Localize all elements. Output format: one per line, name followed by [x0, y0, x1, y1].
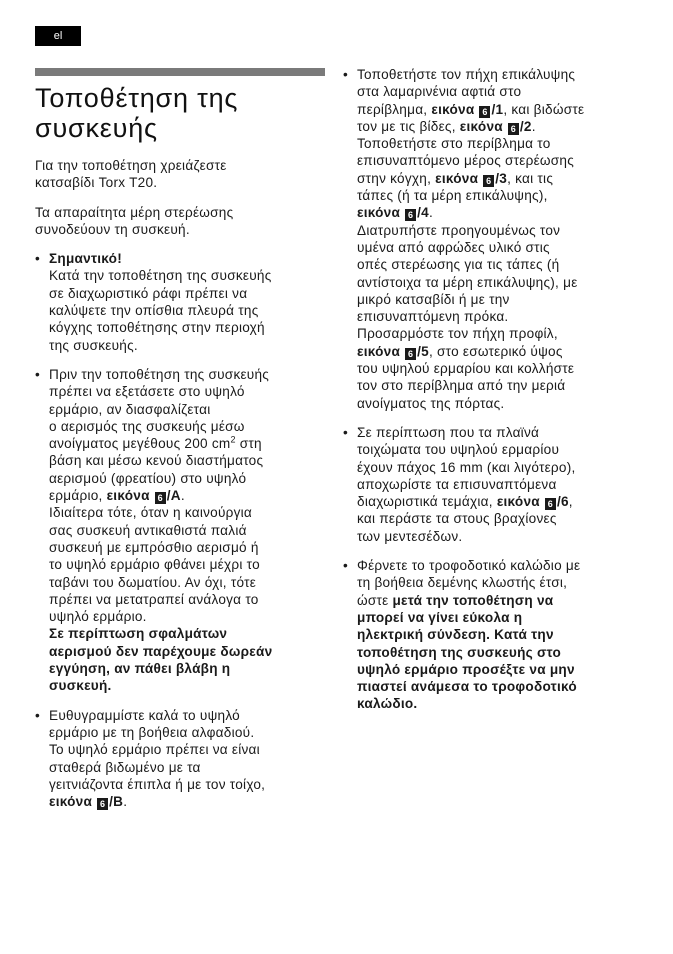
- text-line: [357, 187, 638, 204]
- bold-text: εικόνα: [357, 205, 401, 221]
- text-line: [49, 267, 325, 284]
- bullet-marker: •: [343, 424, 348, 440]
- intro-line: Τα απαραίτητα μέρη στερέωσης: [35, 204, 234, 220]
- figure-number-icon: 6: [405, 209, 416, 221]
- bold-text: /2: [519, 118, 532, 134]
- text-segment: τάπες (ή τα μέρη επικάλυψης),: [357, 188, 548, 204]
- figure-number-icon: 6: [545, 498, 556, 510]
- text-segment: τοιχώματα του υψηλού ερμαρίου: [357, 442, 560, 458]
- bullet-marker: •: [35, 707, 40, 723]
- bold-text: εικόνα: [357, 343, 401, 359]
- text-segment: υψηλό ερμάριο.: [49, 609, 147, 625]
- text-segment: Διατρυπήστε προηγουμένως τον: [357, 222, 561, 238]
- bold-text: μπορεί να γίνει εύκολα η: [357, 609, 523, 625]
- bold-text: Σημαντικό!: [49, 251, 122, 267]
- text-line: [49, 366, 325, 383]
- bold-text: /B: [109, 794, 124, 810]
- text-segment: ερμάριο, αν διασφαλίζεται: [49, 401, 211, 417]
- text-line: [49, 539, 325, 556]
- text-line: [357, 678, 638, 695]
- text-line: [49, 707, 325, 724]
- bold-text: /A: [166, 488, 181, 504]
- text-segment: [503, 119, 507, 134]
- bold-text: καλώδιο.: [357, 696, 418, 712]
- intro-line: Για την τοποθέτηση χρειάζεστε: [35, 158, 227, 173]
- text-segment: σταθερά βιδωμένο με τα: [49, 759, 201, 775]
- text-line: [357, 557, 638, 574]
- text-segment: του υψηλού ερμαρίου και κολλήστε: [357, 361, 575, 377]
- text-segment: Ιδιαίτερα τότε, όταν η καινούργια: [49, 505, 253, 521]
- bullet-marker: •: [35, 251, 40, 267]
- text-segment: [540, 494, 544, 509]
- bold-text: εικόνα: [106, 488, 150, 504]
- text-segment: ερμάριο,: [49, 488, 107, 504]
- text-line: [49, 677, 325, 694]
- text-line: [357, 274, 638, 291]
- text-line: [49, 250, 325, 267]
- text-segment: στη: [235, 436, 262, 452]
- text-line: [357, 626, 638, 643]
- text-segment: ,: [568, 494, 573, 510]
- text-line: [49, 452, 325, 469]
- text-segment: [92, 794, 96, 809]
- text-segment: αερισμού (φρεατίου) στο υψηλό: [49, 470, 247, 486]
- intro-line: συνοδεύουν τη συσκευή.: [35, 221, 190, 237]
- text-line: [49, 401, 325, 418]
- text-line: [49, 660, 325, 677]
- text-line: [357, 424, 638, 441]
- text-segment: .: [123, 794, 128, 810]
- figure-number-icon: 6: [508, 123, 519, 135]
- text-line: [49, 337, 325, 354]
- text-segment: , και βιδώστε: [503, 101, 585, 117]
- text-segment: .: [180, 488, 185, 504]
- text-segment: συσκευή με εμπρόσθιο αερισμό ή: [49, 539, 259, 555]
- text-segment: στα λαμαρινένια αφτιά στο: [357, 84, 522, 100]
- text-line: [357, 528, 638, 545]
- text-segment: [400, 205, 404, 220]
- figure-number-icon: 6: [97, 798, 108, 810]
- text-line: [49, 435, 325, 452]
- left-bullet-list: [35, 250, 325, 810]
- left-column: [35, 68, 325, 822]
- text-line: [49, 522, 325, 539]
- text-line: [49, 591, 325, 608]
- text-line: [357, 574, 638, 591]
- text-segment: Σε περίπτωση που τα πλαϊνά: [357, 424, 540, 440]
- text-segment: οπές στερέωσης για τις τάπες (ή: [357, 257, 560, 273]
- bold-text: εικόνα: [431, 101, 475, 117]
- text-line: [357, 609, 638, 626]
- page-title-line-2: συσκευής: [35, 113, 158, 143]
- bold-text: /6: [556, 494, 569, 510]
- text-segment: ώστε: [357, 592, 393, 608]
- text-line: [357, 395, 638, 412]
- text-segment: ερμάριο με τη βοήθεια αλφαδιού.: [49, 724, 255, 740]
- language-tab: el: [35, 26, 81, 46]
- text-line: [49, 487, 325, 504]
- text-line: [357, 256, 638, 273]
- bold-text: εγγύηση, αν πάθει βλάβη η: [49, 661, 231, 677]
- text-line: [49, 776, 325, 793]
- text-segment: επισυναπτόμενη πρόκα.: [357, 309, 509, 325]
- text-line: [357, 66, 638, 83]
- text-segment: υμένα από αφρώδες υλικό στις: [357, 239, 550, 255]
- text-segment: Το υψηλό ερμάριο πρέπει να είναι: [49, 742, 260, 758]
- text-line: [357, 83, 638, 100]
- text-line: [49, 418, 325, 435]
- page-title-line-1: Τοποθέτηση της: [35, 83, 239, 113]
- bullet-marker: •: [35, 366, 40, 382]
- text-segment: πρέπει να εξετάσετε στο υψηλό: [49, 384, 245, 400]
- bold-text: εικόνα: [459, 118, 503, 134]
- text-segment: της συσκευής.: [49, 337, 138, 353]
- section-title-bar: [35, 68, 325, 76]
- text-line: [357, 325, 638, 342]
- bullet-item: [343, 557, 638, 713]
- superscript: 2: [230, 434, 236, 445]
- text-line: [357, 343, 638, 360]
- text-line: [357, 661, 638, 678]
- bold-text: μετά την τοποθέτηση να: [392, 592, 554, 608]
- text-line: [49, 383, 325, 400]
- text-segment: έχουν πάχος 16 mm (και λιγότερο),: [357, 459, 576, 475]
- text-segment: ταβάνι του δωματίου. Αν όχι, τότε: [49, 574, 257, 590]
- text-line: [357, 644, 638, 661]
- bullet-marker: •: [343, 67, 348, 82]
- text-segment: τη βοήθεια δεμένης κλωστής έτσι,: [357, 575, 568, 591]
- text-segment: τον στο περίβλημα από την μεριά: [357, 378, 566, 394]
- text-line: [357, 152, 638, 169]
- text-segment: μικρό κατσαβίδι ή με την: [357, 291, 510, 307]
- text-segment: Προσαρμόστε τον πήχη προφίλ,: [357, 326, 558, 342]
- bold-text: Σε περίπτωση σφαλμάτων: [49, 626, 228, 642]
- text-line: [357, 493, 638, 510]
- intro-line: κατσαβίδι Torx T20.: [35, 175, 158, 191]
- bullet-item: [35, 707, 325, 811]
- bold-text: αερισμού δεν παρέχουμε δωρεάν: [49, 643, 273, 659]
- text-segment: Ευθυγραμμίστε καλά το υψηλό: [49, 707, 240, 723]
- bold-text: /5: [417, 343, 429, 359]
- bullet-item: [343, 424, 638, 545]
- text-line: [49, 759, 325, 776]
- text-line: [49, 625, 325, 642]
- right-bullet-list: [343, 66, 638, 713]
- text-segment: καλύψετε την οπίσθια πλευρά της: [49, 303, 259, 319]
- text-segment: Τοποθετήστε τον πήχη επικάλυψης: [357, 67, 576, 82]
- text-line: [49, 302, 325, 319]
- bullet-item: [343, 66, 638, 412]
- text-segment: .: [531, 118, 536, 134]
- text-segment: επισυναπτόμενο μέρος στερέωσης: [357, 153, 575, 169]
- text-line: [357, 377, 638, 394]
- bold-text: υψηλό ερμάριο προσέξτε να μην: [357, 661, 575, 677]
- text-segment: Φέρνετε το τροφοδοτικό καλώδιο με: [357, 558, 581, 574]
- text-line: [357, 695, 638, 712]
- bold-text: εικόνα: [49, 794, 93, 810]
- text-line: [357, 135, 638, 152]
- text-segment: σας συσκευή αντικαθιστά παλιά: [49, 522, 247, 538]
- bullet-marker: •: [343, 558, 348, 574]
- bold-text: εικόνα: [435, 170, 479, 186]
- bold-text: πιαστεί ανάμεσα το τροφοδοτικό: [357, 679, 577, 695]
- text-segment: [400, 344, 404, 359]
- text-segment: ανοίγματος της πόρτας.: [357, 395, 505, 411]
- right-column: [343, 66, 638, 725]
- intro-paragraph-parts: [35, 204, 325, 239]
- text-line: [357, 476, 638, 493]
- text-segment: πρέπει να μετατραπεί ανάλογα το: [49, 591, 259, 607]
- page-title: [35, 83, 325, 143]
- text-segment: , και τις: [507, 170, 554, 186]
- text-line: [49, 285, 325, 302]
- text-line: [357, 239, 638, 256]
- bold-text: /4: [417, 205, 429, 221]
- text-line: [357, 204, 638, 221]
- text-segment: στην κόγχη,: [357, 170, 436, 186]
- text-line: [49, 741, 325, 758]
- text-line: [357, 592, 638, 609]
- text-segment: αντίστοιχα τα μέρη επικάλυψης), με: [357, 274, 578, 290]
- text-line: [49, 556, 325, 573]
- text-line: [49, 504, 325, 521]
- text-segment: των μεντεσέδων.: [357, 528, 463, 544]
- bold-text: /1: [491, 101, 504, 117]
- text-line: [357, 118, 638, 135]
- bold-text: συσκευή.: [49, 678, 112, 694]
- text-segment: σε διαχωριστικό ράφι πρέπει να: [49, 285, 248, 301]
- text-line: [49, 724, 325, 741]
- text-line: [49, 793, 325, 810]
- text-segment: και περάστε τα στους βραχίονες: [357, 511, 557, 527]
- text-segment: [478, 171, 482, 186]
- text-segment: Κατά την τοποθέτηση της συσκευής: [49, 268, 272, 284]
- text-segment: Πριν την τοποθέτηση της συσκευής: [49, 366, 270, 382]
- text-segment: [150, 488, 154, 503]
- text-line: [357, 510, 638, 527]
- text-line: [49, 574, 325, 591]
- text-segment: διαχωριστικά τεμάχια,: [357, 494, 497, 510]
- bold-text: /3: [495, 170, 508, 186]
- figure-number-icon: 6: [483, 175, 494, 187]
- bold-text: τοποθέτηση της συσκευής στο: [357, 644, 562, 660]
- text-line: [357, 308, 638, 325]
- text-segment: , στο εσωτερικό ύψος: [428, 343, 563, 359]
- figure-number-icon: 6: [405, 348, 416, 360]
- text-line: [357, 459, 638, 476]
- figure-number-icon: 6: [155, 492, 166, 504]
- text-segment: κόγχης τοποθέτησης στην περιοχή: [49, 320, 265, 336]
- bullet-item: [35, 250, 325, 354]
- text-line: [357, 291, 638, 308]
- text-line: [357, 441, 638, 458]
- text-segment: τον με τις βίδες,: [357, 118, 460, 134]
- text-line: [357, 360, 638, 377]
- bold-text: ηλεκτρική σύνδεση. Κατά την: [357, 627, 554, 643]
- text-line: [357, 170, 638, 187]
- text-segment: αποχωρίστε τα επισυναπτόμενα: [357, 476, 557, 492]
- text-line: [357, 222, 638, 239]
- bold-text: εικόνα: [496, 494, 540, 510]
- text-line: [49, 319, 325, 336]
- bullet-item: [35, 366, 325, 695]
- text-segment: γειτνιάζοντα έπιπλα ή με τον τοίχο,: [49, 776, 266, 792]
- text-segment: .: [428, 205, 433, 221]
- text-segment: [474, 102, 478, 117]
- text-segment: ανοίγματος μεγέθους 200 cm: [49, 436, 231, 452]
- text-segment: περίβλημα,: [357, 101, 432, 117]
- text-line: [357, 101, 638, 118]
- text-line: [49, 608, 325, 625]
- text-line: [49, 643, 325, 660]
- figure-number-icon: 6: [479, 106, 490, 118]
- text-segment: το υψηλό ερμάριο φθάνει μέχρι το: [49, 557, 260, 573]
- text-segment: Τοποθετήστε στο περίβλημα το: [357, 136, 551, 152]
- text-line: [49, 470, 325, 487]
- text-segment: βάση και μέσω κενού διαστήματος: [49, 453, 264, 469]
- intro-paragraph-tools: [35, 157, 325, 192]
- text-segment: ο αερισμός της συσκευής μέσω: [49, 418, 245, 434]
